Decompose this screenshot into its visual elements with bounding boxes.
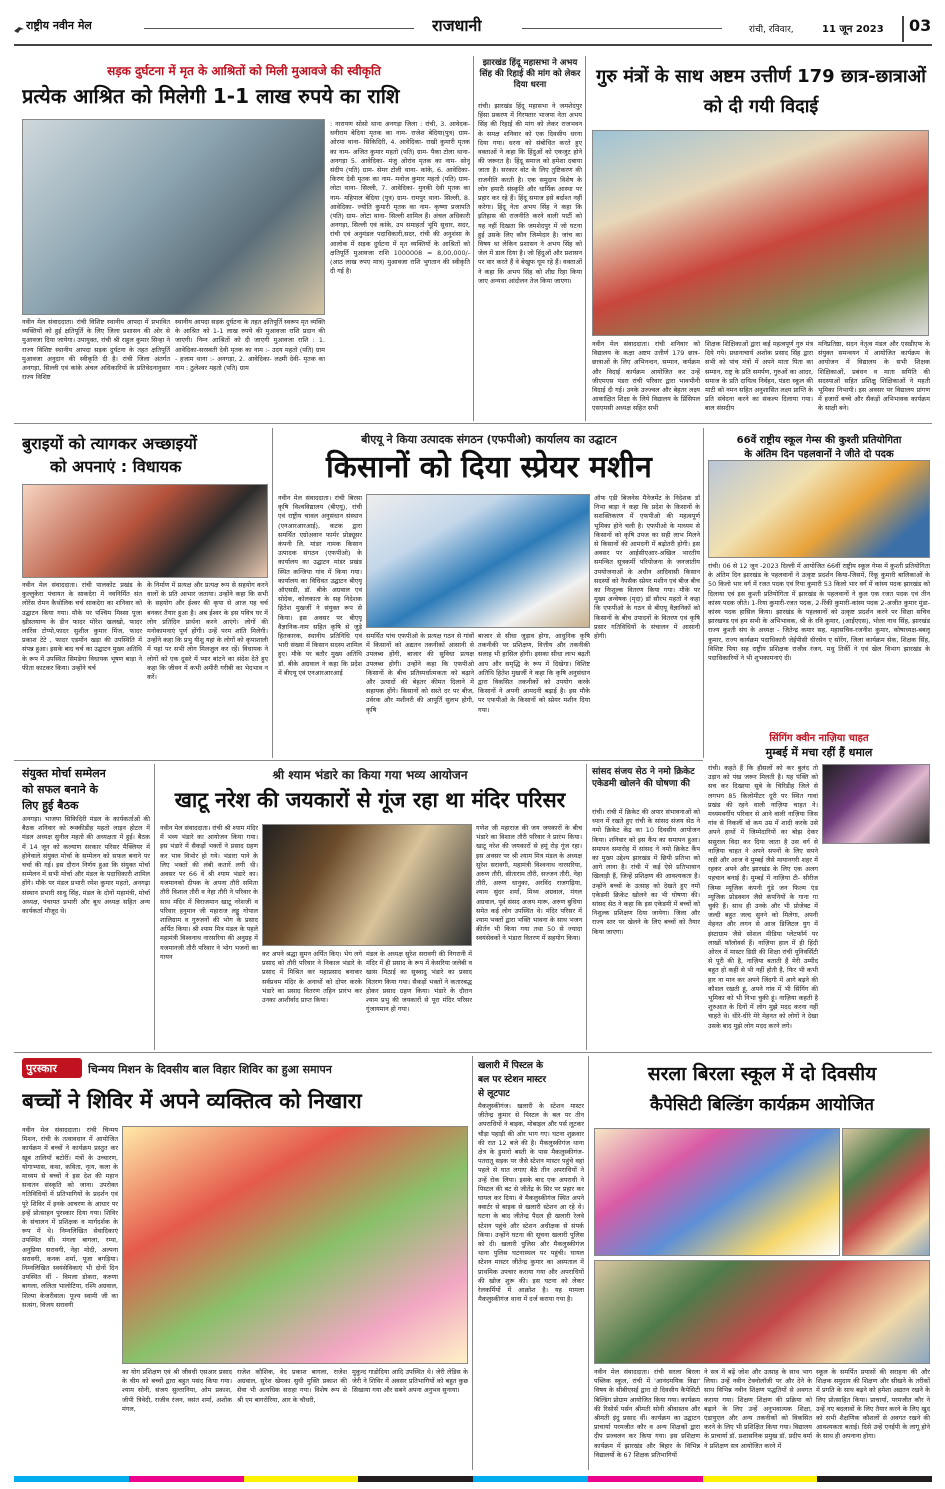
art12-headline-line1: खलारी में पिस्टल के: [478, 1061, 544, 1071]
art2-body: रांची। झारखंड हिंदू महासभा ने जमशेदपुर हिंसा प्रकरण में गिरफ्तार भाजपा नेता अभय सिंह की रिहाई की मांग को लेकर राजभवन के समक्ष शनिवार को एक दिवसीय धरना दिया गया। धरना को संबोधित करते हुए वक्ताओं ने कहा कि हिंदुओं को एकजुट होने की जरूरत है। हिंदू समाज को हमेशा दबाया जाता है। सरकार वोट के लिए तुष्टिकरण की राजनीति करती है। एक समुदाय विशेष के लोग हमारी संस्कृति और धार्मिक आस्था पर प्रहार कर रहे हैं। हिंदू समाज इसे बर्दाश्त नहीं करेगा। हिंदू नेता अभय सिंह ने कहा कि इतिहास की राजनीति करने वाली पार्टी को यह नहीं दिखता कि जमशेदपुर में जो घटना हुई उसके लिए कौन जिम्मेदार है। जांच का विषय था लेकिन प्रशासन ने अभय सिंह को जेल में डाल दिया है। जो हिंदुओं और प्रशासन पर वार करते हैं वे बेखुफ घूम रहे हैं। वक्ताओं ने कहा कि अभय सिंह को शीघ्र रिहा किया जाए अन्यथा आंदोलन तेज किया जाएगा।: [478, 102, 582, 285]
art13-photo-1: [594, 1128, 840, 1256]
art3-col1: नवीन मेल संवाददाता। रांची शनिवार को विद्यालय के कक्षा अष्टम उत्तीर्ण 179 छात्र-छात्राओं के लिए अभिनन्दन, सम्मान, कर्यक्रम और विदाई कार्यक्रम आयोजित कर उन्हें जीएमएस पंडरा रांची परिवार द्वारा भावभीनी विदाई दी गई। उनके उज्ज्वल और बेहतर लक्ष्य आकांक्षित शिक्षा के लिये विद्यालय के प्रिंसिपल एसएमसी अध्यक्ष सहित सभी: [592, 340, 700, 413]
art9-photo: [262, 824, 472, 946]
divider-v5: [154, 764, 155, 1050]
art11-col3: राजेश कौशिक, वेद प्रकाश बागला, राजेश अग्रवाल, सुरेश खेमका सुधी मुक्ति प्रकाश की सेवा भी अत्यधिक सराहा गया। विशेष रूप से श्री एम बागरोरिया, आर के चौधरी,: [237, 1368, 347, 1404]
art13-headline-line1: सरला बिरला स्कूल में दो दिवसीय: [647, 1063, 877, 1085]
art8-headline-line2: को सफल बनाने के: [22, 783, 98, 796]
art8-headline-line1: संयुक्त मोर्चा सम्मेलन: [22, 767, 106, 780]
art3-photo: [592, 130, 929, 336]
page-number: 03: [909, 16, 932, 35]
art12-headline-line2: बल पर स्टेशन मास्टर: [478, 1075, 547, 1085]
art5-headline: किसानों को दिया स्प्रेयर मशीन: [326, 450, 652, 485]
art9-col3: मंडल के अध्यक्ष सुरेश सरावगी की निगरानी में मंदिर में ही प्रसाद के रूप में केसरिया जलेबी व खास मिठाई का सुस्वादु भंडारे का प्रसाद वितरण किया गया। सैकड़ों भक्तों ने कतारबद्ध होकर प्रसाद ग्रहण किया। भंडारे के दौरान श्याम प्रभु की जयकारों से पूरा मंदिर परिसर गूंजायमान हो गया।: [366, 950, 472, 1014]
masthead-line-left: [144, 28, 414, 29]
brand-name: राष्ट्रीय नवीन मेल: [26, 19, 92, 32]
art1-col2: स्थानीय आपदा सड़क दुर्घटना के तहत क्षतिपूर्ति स्वरूप मृत व्यक्ति के आश्रित को 1-1 लाख रुपये की मुआवजा राशि प्रदान की जाएगी। निम्न आश्रितों को दी जाएगी मुआवजा राशि : 1. आवेदिका-सरस्वती देवी मृतक का नाम :- उदय महतो (पति) ग्राम - हजाम थाना :- अनगड़ा, 2. आवेदिका- लक्ष्मी देवी- मृतक का नाम : ठुलेश्वर महतो (पति) ग्राम: [175, 318, 325, 373]
date: 11 जून 2023: [822, 24, 884, 35]
art8-body: अनगड़ा। भाजपा सिकिदिरी मंडल के कार्यकर्ताओं की बैठक शनिवार को रूक्कीडीह महतो लाइन होटल में मंडल अध्यक्ष सुनील महतो की अध्यक्षता में हुई। बैठक में 14 जून को कल्याण सरकार परिसर मैक्लियर में होनेवाले संयुक्त मोर्चा के सम्मेलन को सफल बनाने पर चर्चा की गई। इस दौरान निर्णय हुआ कि संयुक्त मोर्चा सम्मेलन में सभी मोर्चा और मंडल के पदाधिकारी शामिल होंगे। मौके पर मंडल प्रभारी रमेश कुमार महतो, अनगढ़ा संस्थान प्रभारी साधु सिंह, मंडल के दोनों महामंत्री, मोर्चा अध्यक्ष, पंचायत प्रभारी और बूथ अध्यक्ष सहित अन्य कार्यकर्ता मौजूद थे।: [22, 815, 150, 916]
masthead: [14, 14, 932, 46]
art13-photo-2: [842, 1128, 930, 1256]
art11-col1: नवीन मेल संवाददाता। रांची चिन्मय मिशन, रांची के तत्वावधान में आयोजित कार्यक्रम में बच्चों ने कार्यक्रम प्रस्तुत कर खूब तालियाँ बटोरीं। मंत्रों के उच्चारण, योगाभ्यास, कथा, कविता, नृत्य, कला के माध्यम से बच्चों ने इस देश की महान सनातन संस्कृति को जाना। उपरोक्त गतिविधियों में प्रतिभागियों के प्रदर्शन एवं पूरे शिविर में इनके आचरण के आधार पर इन्हें प्रोत्साहन पुरस्कार दिया गया। शिविर के संचालन में प्रशिक्षक व मार्गदर्शक के रूप में थे। निम्नलिखित सेवादिकाएं उपस्थित थीं। मंगला बागला, रम्या, अनुप्रिया सरावगी, नेहा मोदी, अल्पना सरावगी, कनक शर्मा, पूजा बगड़िया। निम्नलिखित स्वयंसेविकाएं भी दोनों दिन उपस्थित थीं - विमला डोकरा, करुणा बागला, ललिता भालोटिया, रश्मि अग्रवाल, शिल्पा केजरीवाल। पूज्य स्वामी जी का सत्संग, विजय सरावगी: [22, 1126, 118, 1309]
art11-label: पुरस्कार: [26, 1062, 57, 1075]
art1-kicker: सड़क दुर्घटना में मृत के आश्रितों को मिली मुआवजे की स्वीकृति: [107, 64, 381, 78]
divider-h2: [14, 760, 703, 761]
art13-col1: नवीन मेल संवाददाता। रांची सरला बिरला पब्लिक स्कूल, रांची में 'आनंदमयिक विद्या' विषय के सीबीएसई द्वारा दो दिवसीय कैपेसिटी बिल्डिंग प्रोग्राम आयोजित किया गया। कार्यक्रम की रिसोर्स पर्सन श्रीमती सोनी श्रीवास्तव और श्रीमती इंदु प्रसाद थीं। कार्यक्रम का उद्घाटन प्राचार्या परमजीत कौर व अन्य शिक्षकों द्वारा दीप प्रज्वलन कर किया गया। इस प्रशिक्षण कार्यक्रम में झारखंड और बिहार के विभिन्न विद्यालयों के 67 शिक्षक प्रतिभागियों: [594, 1368, 700, 1459]
art1-col3: : नारायण सोसो थाना अनगड़ा जिला : रांची, 3. आवेदक- धनीराम बेदिया मृतक का नाम- राजेश बेदिया(पुत्र) ग्राम- ओरमा थाना- सिकिदिरी, 4. आवेदिका- राखी कुमारी मृतक का नाम- अजित कुमार महतो (पति) ग्राम- पैका टोला थाना- अनगड़ा 5. आवेदिका- मंजु ओरांव मृतक का नाम- सोनू संदीप (पति) ग्राम- सेमर टोली थाना- कांके, 6. आवेदिका- किरण देवी मृतक का नाम- मनोज कुमार महतो (पति) ग्राम- लोटा थाना- सिल्ली, 7. आवेदिका- मुनकी देवी मृतक का नाम- महिपाल बेदिया (पुत्र) ग्राम- रामपुर थाना- सिल्ली, 8. आवेदिका- ज्योति कुमारी मृतक का नाम- कृष्णा प्रजापति (पति) ग्राम- लोटा थाना- सिल्ली शामिल हैं। अंचल अधिकारी अनगड़ा, सिल्ली एवं कांके, उप समाहर्ता भूमि सुधार, सदर, रांची एवं अनुमंडल पदाधिकारी,सदर, रांची की अनुशंसा के आलोक में सड़क दुर्घटना में मृत व्यक्तियों के आश्रितों को क्षतिपूर्ति मुआवजा राशि 1000008 = 8,00,000/- (आठ लाख रुपए मात्र) मुआवजा राशि भुगतान की स्वीकृति दी गई है।: [330, 120, 470, 276]
art7-headline: मुम्बई में मचा रहीं हैं धमाल: [765, 746, 873, 759]
art4-headline-line1: बुराइयों को त्यागकर अच्छाइयों: [22, 434, 197, 453]
art9-kicker: श्री श्याम भंडारे का किया गया भव्य आयोजन: [272, 768, 468, 782]
art13-headline-line2: कैपेसिटी बिल्डिंग कार्यक्रम आयोजित: [650, 1095, 874, 1115]
art5-col4: ऑफ एडी बिजनेस मैनेजमेंट के निदेशक डॉ निभा बाड़ा ने कहा कि प्रदेश के किसानों के सशक्तिकरण में एफपीओ की महत्वपूर्ण भूमिका होने चली है। एफपीओ के माध्यम से किसानों को कृषि उपज का सही लाभ मिलने से किसानों की आमदनी में बढ़ोतरी होगी। इस अवसर पर आईसीएआर-अखिल भारतीय समन्वित सूत्रकर्मी परियोजना के जनजातीय उपयोजनाओं के अधीन आदिवासी किसान सदस्यों को नैपसैक स्प्रेयर मशीन एवं बीज बीच का निःशुल्क वितरण किया गया। मौके पर मुख्य अन्वेषक (मृदा) डॉ सौरभ महतो ने कहा कि एफपीओ के गठन से बीएयू वैज्ञानिकों को किसानों के बीच उपादनों के वितरण एवं कृषि प्रसार गतिविधियों के संचालन में आसानी होगी।: [594, 494, 700, 641]
divider-v8: [588, 1056, 589, 1470]
divider-h3: [14, 1052, 932, 1053]
art12-headline-line3: से लूटपाट: [478, 1089, 510, 1099]
page-number-divider: [902, 16, 904, 42]
art11-kicker: चिन्मय मिशन के दिवसीय बाल विहार शिविर का हुआ समापन: [88, 1063, 332, 1076]
art7-label: सिंगिंग क्वीन नाज़िया चाहत: [769, 733, 869, 744]
art3-headline: गुरु मंत्रों के साथ अष्टम उत्तीर्ण 179 छात्र-छात्राओं को दी गयी विदाई: [596, 66, 926, 117]
art5-photo: [366, 494, 590, 628]
art4-col2: के निर्माण में प्रत्यक्ष और प्रत्यक्ष रूप से सहयोग करने वालों के प्रति आभार जताया। उन्होंने कहा कि सभी के सहयोग और ईश्वर की कृपा से आज यह चर्च बनकर तैयार हुआ है। अब ईश्वर के इस पवित्र घर में लोग प्रतिदिन प्रार्थना करने आएंगे। लोगों की मनोकामनाएं पूर्ण होंगी। उन्हें परम शांति मिलेगी। उन्होंने कहा कि प्रभु यीशु यहां के लोगों को कृपाशाली में यहां पर सभी लोग मिलजुल कर रहें। विधायक ने लोगों को एक दूसरे में प्यार बांटने का संदेश देते हुए कहा कि जीवन में कभी अमीरी गरीबी का भेदभाव न करें।: [147, 581, 268, 682]
art11-photo: [122, 1126, 468, 1364]
art10-body: रांची। रांची में क्रिकेट की अपार संभावनाओं को ध्यान में रखते हुए रांची के सांसद संजय सेठ ने नमो क्रिकेट केंद्र का 10 दिवसीय आयोजन किया। शनिवार को इस कैंप का समापन हुआ। समापन समारोह में सांसद ने नमो क्रिकेट कैंप का मुख्य उद्देश्य झारखंड में छिपी प्रतिभा को आगे लाना है। रांची में कई ऐसे प्रतिभावान खिलाड़ी हैं, जिन्हें प्रशिक्षण की आवश्यकता है। उन्होंने बच्चों के उत्साह को देखते हुए नमो एकेडमी क्रिकेट खोलने का भी घोषणा की। सांसद सेठ ने कहा कि इस एकेडमी में बच्चों को निशुल्क प्रशिक्षण दिया जायेगा। जिला और राज्य स्तर पर खेलने के लिए बच्चों को तैयार किया जाएगा।: [592, 808, 700, 936]
art13-col2: ने सत्र में बढ़ें जोश और उत्साह के साथ भाग लिया। उन्हें नवीन टेक्नोलॉजी पर और देने के साथ विभिन्न नवीन शिक्षण पद्धतियों से अवगत कराया गया। शिक्षण शिक्षण की प्रक्रिया को बढ़ाने के लिए उन्हें अनुभवात्मक शिक्षा, एंडायुएल और अन्य तकनीकों को विकसित करने के लिए भी प्रशिक्षित किया गया। विद्यालय के प्राचार्या डॉ. प्रशासनिक प्रमुख डॉ. प्रदीप वर्मा ने प्रशिक्षण सत्र आयोजित करने में: [704, 1368, 812, 1450]
masthead-line-right: [522, 28, 722, 29]
art10-headline: सांसद संजय सेठ ने नमो क्रिकेट एकेडमी खोलने की घोषणा की: [592, 767, 695, 789]
art5-col3: बाजार से सीधा जुड़ाव होगा, आधुनिक कृषि तकनीकी पर प्रशिक्षण, वित्तीय और तकनीकी सलाह भी हासिल होगी। इसका सीधा लाभ बढ़ती आय और समृद्धि के रूप में दिखेगा। विशिष्ट अतिथि हितेश मुखर्जी ने कहा कि कृषि अनुसंधान द्वारा विकसित तकनीकों को उपयोग करके किसानों ने अपनी आमदनी बढ़ाई है। इस मौके पर एफपीओ के किसानों को स्प्रेयर मशीन दिया गया।: [478, 632, 590, 714]
art11-col4: मुकुन्द गाडोदिया आदि उपस्थित थे। जेरी लेडिस के जेरी ने शिविर में अवसर प्रतिभागियों को बहुत कुछ सिखाया गया और सबने अपना अनुभव सुनाया।: [352, 1368, 468, 1395]
registration-bar: [14, 1476, 932, 1482]
art9-col1: नवीन मेल संवाददाता। रांची श्री श्याम मंदिर में भव्य भंडारे का आयोजन किया गया। इस भंडारे में सैकड़ों भक्तों ने प्रसाद ग्रहण कर भाव विभोर हो गये। भंडारा पाने के लिए भक्तों की लंबी कतारें लगी थी। अवसर पर 66 वें श्री श्याम भंडारे का। यजमानको दीपक के अपना तौरी समिता तौरी विशाल तौरी व नेहा तौरी ने परिवार के साथ मंदिर में विराजमान खाटू नरेशजी व परिवार हनुमान जी महाराज लड्डू गोपाल शालिग्राम व गुरुजनों की भोग के प्रसाद अर्पित किया। श्री श्याम मित्र मंडल के पहले महामंत्री विश्वनाथ नारसरिया की अनुग्रह में यजमानजी तौरी परिवार ने भोग भजनों का गायन: [160, 824, 258, 961]
art1-photo: [22, 119, 325, 315]
art13-col3: स्कूल के समर्पित प्रयासों की सराहना की और शिक्षक समुदाय की शिक्षण और सीखने के तरीकों में प्रगति के साथ बढ़ने को हमेशा अद्यतन रखने के लिए प्रोत्साहित किया। प्राचार्या, परमजीत कौर ने उन्हें नए बदलावों के लिए तैयार करने के लिए खुद को सभी शैक्षणिक कौशलों से अवगत रखने की आवश्यकता बताई। दिसे उन्हें एनईपी के लागू होने के साथ ही अपनाना होगा।: [816, 1368, 930, 1441]
dateline: रांची, रविवार,: [749, 25, 794, 35]
art3-col3: मनिप्रतिष्ठा, सदन नेतृत्व मंडल और एसडीएफ के संयुक्त समन्वयन में आयोजित कार्यक्रम के आयोजन में विद्यालय के सभी शिक्षक शिक्षिकाओं, प्रबंधन व माता समिति की सदस्याओं सहित प्रशिक्षु शिक्षिकाओं ने महती भूमिका निभायी। इस अवसर पर विद्यालय प्रांगण में हजारों बच्चे और सैकड़ों अभिभावक कार्यक्रम के साक्षी बने।: [818, 340, 930, 413]
art4-col1: नवीन मेल संवाददाता। रांची पालकोट प्रखंड के कुल्लुकेरा पंचायत के साकदेरा में नवनिर्मित संत लोरेंस रोमन कैथोलिक चर्च साकदेरा का शनिवार को उद्घाटन किया गया। मौके पर पश्चिम मिस्सा पूजा ख्रीस्तयाग्य के डीन फादर मोरेश खलखो, फादर लारिंस टोप्पो,फादर सुशील कुमार मिंज, फादर प्रकाश टेटे , फादर एडमोंन खड़ा की उपस्थिति में संपन्न हुआ। इसके बाद चर्च का उद्घाटन मुख्य अतिथि के रूप में उपस्थित सिमडेगा विधायक भूषण बाड़ा ने फीता काटकर किया। उन्होंने चर्च: [22, 581, 142, 672]
art6-headline-line1: 66वें राष्ट्रीय स्कूल गेम्स की कुश्ती प्रतियोगिता: [736, 435, 902, 446]
art6-photo: [708, 460, 930, 558]
divider-v7: [472, 1056, 473, 1470]
art1-headline: प्रत्येक आश्रित को मिलेगी 1-1 लाख रुपये का राशि: [22, 84, 400, 108]
art11-headline: बच्चों ने शिविर में अपने व्यक्तित्व को निखारा: [22, 1089, 362, 1113]
art1-col1: नवीन मेल संवाददाता। रांची विशिष्ट स्थानीय आपदा में प्रभावित व्यक्तियों को हुई क्षतिपूर्ति के लिए जिला प्रशासन की ओर से मुआवजा दिया जायेगा। उपायुक्त, रांची श्री राहुल कुमार सिन्हा ने राज्य विशिष्ट स्थानीय आपदा सड़क दुर्घटना के तहत क्षतिपूर्ति मुआवजा अनुदान की स्वीकृति दी है। रांची जिला अंतर्गत अनगड़ा, सिल्ली एवं कांके अंचल अधिकारियों के प्रतिवेदनानुसार राज्य विशिष्ट: [22, 318, 170, 382]
art9-headline: खाटू नरेश की जयकारों से गूंज रहा था मंदिर परिसर: [174, 788, 566, 812]
art13-photo-3: [594, 1260, 930, 1364]
bird-logo-icon: [14, 20, 24, 30]
art5-col2: समर्थित पांच एफपीओ के प्रत्यक्ष गठन से गांवों में किसानों को अद्यतन तकनीकों आसानी से उपलब्ध होंगी, बाजार की सुविधा प्रत्यक्ष उपलब्ध होगी। उन्होंने कहा कि एफपीओ किसानों के बीच प्रतिस्पर्धात्मकता को बढ़ाने और उत्पादों की बेहतर कीमत दिलाने में सहायक होंगे। किसानों को सस्ते दर पर बीज, उर्वरक और मशीनरी की आपूर्ति सुलभ होगी, कृषि: [366, 632, 474, 714]
divider-h1: [14, 423, 932, 424]
divider-v3: [272, 428, 273, 758]
divider-v6: [586, 764, 587, 1050]
art12-body: मैकलुस्कीगंज। खलारी के स्टेशन मास्टर जीतेन्द्र कुमार से पिस्टल के बल पर तीन अपराधियों ने बाइक, मोबाइल और पर्स लूटकर चौड़ा पहाड़ी की ओर भाग गए। घटना शुक्रवार की रात 12 बजे की है। मैकलुस्कीगंज थाना क्षेत्र के डुमारो बस्ती के पास मैकलुस्कीगंज-पतरातू सड़क पर जैसे स्टेशन मास्टर पहुंचे वहां पहले से घात लगाए बैठे तीन अपराधियों ने उन्हें रोक लिया। इसके बाद एक अपराधी ने पिस्टल की बट से जीतेंद्र के सिर पर प्रहार कर घायल कर दिया। वे मैकलुस्कीगंज स्थित अपने क्वार्टर से बाइक से खलारी स्टेशन आ रहे थे। घटना के बाद जीतेन्द्र पैदल ही खलारी रेलवे स्टेशन पहुंचे और स्टेशन अधीक्षक से संपर्क किया। उन्होंने घटना की सूचना खलारी पुलिस को दी। खलारी पुलिस और मैकलुस्कीगंज थाना पुलिस घटनास्थल पर पहुंची। घायल स्टेशन मास्टर जीतेन्द्र कुमार का अस्पताल में प्राथमिक उपचार कराया गया और अपराधियों की खोज शुरू की। इस घटना को लेकर रेलकर्मियों में आक्रोश है। यह मामला मैकलुस्कीगंज थाना में दर्ज कराया गया है।: [478, 1102, 584, 1304]
art6-body: रांची। 06 से 12 जून -2023 दिल्ली में आयोजित 66वीं राष्ट्रीय स्कूल गेम्स में कुश्ती प्रतियोगिता के अंतिम दिन झारखंड के पहलवानों ने उत्कृष्ट प्रदर्शन किया-जिसमें, रिंकू कुमारी बालिकाओं के 50 किलो भार वर्ग में रजत पदक एवं रिया कुमारी 53 किलो भार वर्ग में कांस्य पदक झारखंड को दिलाया एवं इस कुश्ती प्रतियोगिता में झारखंड के पहलवानों ने कुल एक रजत पदक एवं तीन कांस्य पदक जीते। 1-रिया कुमारी-रजत पदक, 2-रिंकी कुमारी-कांस्य पदक 2-अजीत कुमार मुंडा-कांस्य पदक हासिल किया। झारखंड के पहलवानों को उत्कृष्ट प्रदर्शन करने पर सिक्षा सचिव झारखण्ड एवं हम सभी के अभिभावक, श्री के रवि कुमार, (आईएएस), भोला नाथ सिंह, झारखंड राज्य कुश्ती संघ के अध्यक्ष - जितेन्द्र कमार सह, महासचिव-रजनीश कुमार, कोषाध्यक्ष-बबलू कुमार, राज्य कार्यक्रम पदाधिकारी जेईपीसी धीरसेन ए सोरेंग, जिला कार्यक्रम सेक, शिक्षक सिंह, विशिष्ट पिया सह राष्ट्रीय प्रशिक्षक राजीव रंजन, मधु तिर्की ने एवं खेल विभाग झारखंड के पदाधिकारियों ने भी शुभकामनाएं दी।: [708, 562, 930, 663]
art9-col2: कर अपने श्रद्धा सुमन अर्पित किए। भेग लगे प्रसाद को तौरी परिवार ने निकाल भंडारे के प्रसाद में मिश्रित कर महाप्रसाद बनाकर सर्वप्रथम मंदिर के अनाथों को दोपर करके भंडारे का प्रसाद वितरण तहिन प्रारंभ कर उनका आशीर्वाद प्राप्त किया।: [262, 950, 362, 1005]
divider-v2: [585, 56, 586, 421]
art4-photo: [22, 484, 268, 578]
art9-col4: गणेश जी महाराज की जय जयकारों के बीच भंडारे का विशाल तौरी परिवार ने प्रारंभ किया। खाटू नरेश की जयकारों से हमूं रोड़ गूंज रहा। इस अवसर पर श्री श्याम मित्र मंडल के अध्यक्ष सुरेश सरावगी, महामंत्री विश्वनाथ नारसरिया, अरुण तौरी, सीताराम तौरी, सज्जन तौरी, नेहा तौरी, अरुण धानुका, अरविंद राजगढ़िया, श्याम सुंदर शर्मा, मिथ्य अग्रवाल, मंगल अग्रवाल, पूर्व संसद अजय मारू, अरुण बुधिया समेत कई लोग उपस्थित थे। मंदिर परिसर में श्याम भक्तों द्वारा भक्ति भावना के साथ भजन कीर्तन भी किया गया तथा 50 से ज्यादा स्वयंसेवकों ने भंडारा वितरण में सहयोग किया।: [476, 824, 582, 943]
art5-kicker: बीएयू ने किया उत्पादक संगठन (एफपीओ) कार्यालय का उद्घाटन: [361, 433, 617, 446]
divider-v1: [473, 56, 474, 421]
section-title: राजधानी: [432, 16, 482, 35]
art6-headline-line2: के अंतिम दिन पहलवानों ने जीते दो पदक: [744, 449, 894, 460]
art7-body: रांची। कहते हैं कि हौसलों को कर बुलंद तो उड़ान को पंख जरूर मिलती है। यह पंक्ति को सच कर दिखाया सूबे के चिरिडीह जिले से लगभग 85 किलोमीटर दूरी पर स्थित गावां प्रखंड की रहने वाली नाज़िया चाहत ने। मध्यमवर्गीय परिवार से आने वाली नाज़िया जिस गांव से निकलीं वो कम उम्र में शादी करके उसे अपने हाथों में जिम्मेदारियों का बोझ देकर ससुराल विदा कर दिया जाता है उस वर्ग से नाज़िया चाहत ने अपने सपनों के लिए सपने लड़ी और आज वे मुम्बई जैसे मायानगरी शहर में रहकर अपने और झारखंड के लिए एक अलग पहचान बनाई है। मुम्बई में नाज़िया टी- सीरीज जिम्स म्यूजिक कंपनी गुंडे जन फिल्म एंड म्यूजिक प्रोडक्शन जैसे कंपनियों के गाना गा चुकी हैं। साथ ही उनके और भी प्रोजेक्ट में जल्दी बहुत जल्द सुनने को मिलेगा, अपनी मेहनत और लगन से आज डिजिटल युग में इंस्टाग्राम जैसे सोशल मीडिया प्लेटफॉर्म पर लाखों फॉलोवर्स हैं। नाज़िया हाल में ही हिंदी ओरल में मास्टर डिग्री की शिक्षा रांची यूनिवर्सिटी से पूरी की है, नाज़िया बताती हैं मेरी उम्मीद बहुत हो कहीं से भी नहीं होती है, फिर भी कभी हार ना मान कर अपने जिंदगी में आगे बढ़ने की कौशल रखती हूं, अपने गांव में भी सिंगिंग की भूमिका को भी निभा चुकी हूं। नाज़िया कहती है शुरुआत के दिनों में लोग मुझे मदद करना नहीं चाहते थे। धीरे-धीरे मेरे मेहनत को लोगों ने देखा उसके बाद मुझे लोग मदद करने लगे।: [708, 764, 818, 1030]
art2-headline: झारखंड हिंदू महासभा ने अभय सिंह की रिहाई की मांग को लेकर दिया धरना: [479, 58, 581, 90]
art4-headline-line2: को अपनाएं : विधायक: [50, 457, 182, 476]
divider-v4: [703, 428, 704, 758]
art8-headline-line3: लिए हुई बैठक: [22, 799, 79, 812]
art3-col2: शिक्षक शिक्षिकाओं द्वारा कई महत्वपूर्ण गुरु मंत्र दिये गये। प्रधानाचार्य अशोक प्रसाद सिंह द्वारा सभी को पांच मंत्रों में अपने माता पिता का सम्मान, राष्ट्र के प्रति समर्पण, गुरुओं का आदर, समाज के प्रति दायित्व निर्वहन, पंडरा स्कूल की माटी को नमन सहित अनुशासित लक्ष्य प्राप्ति के प्रति संवेदना करने का संकल्प दिलाया गया। बाल संसदीय: [705, 340, 813, 413]
art11-col2: का योग प्रशिक्षण एवं श्री जीवधी एसआर प्रसाद के चीम को बच्चों द्वारा बहुत पसंद किया गया। श्याम सोनी, संजय सुल्तानिया, ओम प्रकाश, जीपी त्रिवेदी, राजीव रंजन, वसंत शर्मा, अशोक मंगल,: [122, 1368, 232, 1413]
art7-photo: [822, 764, 930, 844]
art5-col1: नवीन मेल संवाददाता। रांची बिरसा कृषि विश्वविद्यालय (बीएयू), रांची एवं राष्ट्रीय चावल अनुसंधान संस्थान (एनआरआरआई), कटक द्वारा समर्थित एग्रोअवान फार्मर प्रोड्यूसर कंपनी लि. मांडर नामक किसान उत्पादक संगठन (एफपीओ) के कार्यालय का उद्घाटन मांडर प्रखंड स्थित कन्जिया गांव में किया गया। कार्यालय का विधिवत उद्घाटन बीएयू ऑएसडी, डॉ. बीके अग्रवाल एवं सोदेक, कोलकाता के सह निदेशक हितेश मुखर्जी ने संयुक्त रूप से किया। इस अवसर पर बीएयू वैज्ञानिक-नाम सहित कृषि से जुड़े हितकारक, स्थानीय प्रतिनिधि एवं भारी संख्या में किसान सदस्य शामिल हुए। मौके पर बतौर मुख्य अतिथि डॉ. बीके अग्रवाल ने कहा कि प्रदेश में बीएयू एवं एनआरआरआई: [278, 494, 362, 677]
